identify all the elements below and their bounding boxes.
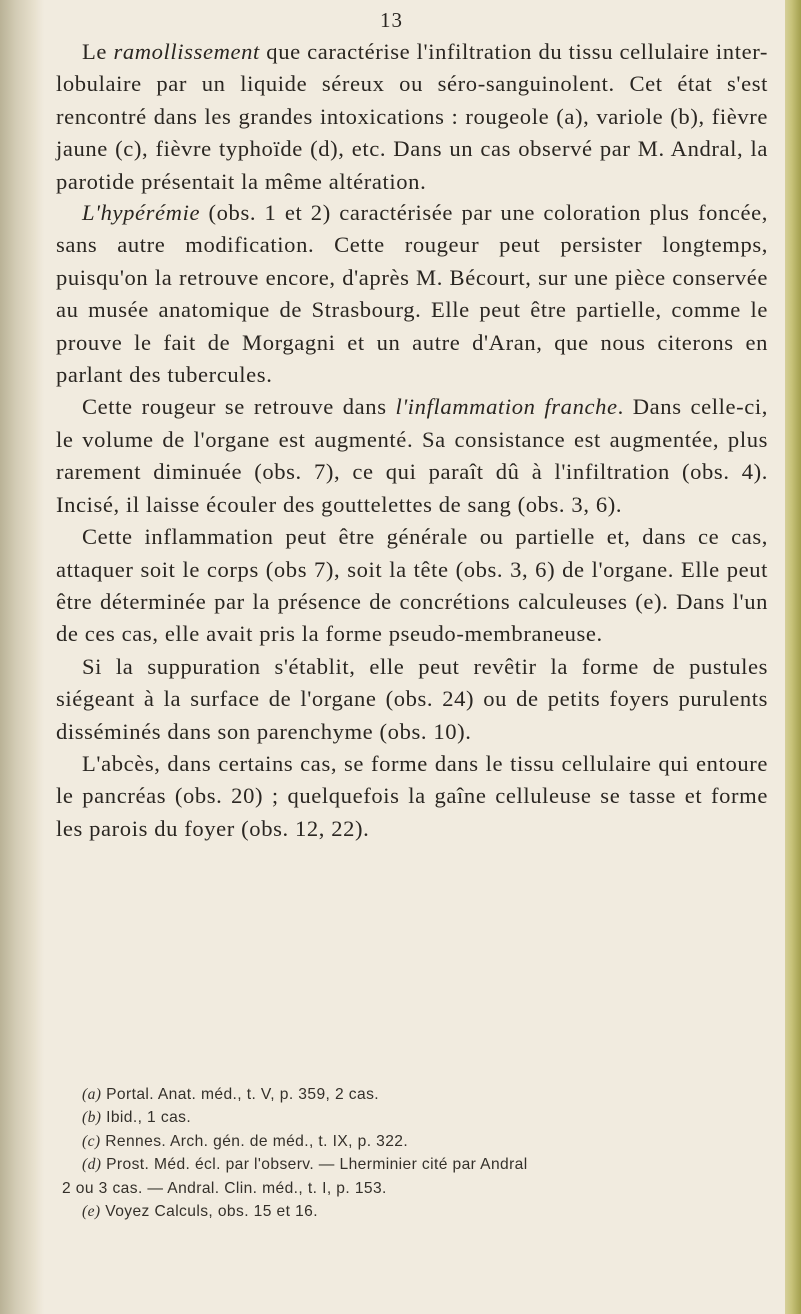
footnote: (a) Portal. Anat. méd., t. V, p. 359, 2 cas. bbox=[82, 1086, 379, 1103]
paragraph: Cette inflammation peut être générale ou partielle et, dans ce cas, attaquer soit le corps (obs 7), soit la tête (obs. 3, 6) de l'organe. Elle peut être déterminée par la présence de concrétions calculeuses (e). Dans l'un de ces cas, elle avait pris la forme pseudo-membraneuse. bbox=[56, 524, 768, 647]
footnote: (b) Ibid., 1 cas. bbox=[82, 1109, 192, 1127]
footnote: (d) Prost. Méd. écl. par l'observ. — Lherminier cité par Andral bbox=[82, 1156, 528, 1174]
footnote: (e) Voyez Calculs, obs. 15 et 16. bbox=[82, 1203, 318, 1221]
footnotes bbox=[62, 1083, 772, 1223]
paragraph: L'hypérémie (obs. 1 et 2) caractérisée par une coloration plus foncée, sans autre modification. Cette rougeur peut persister longtemps, puisqu'on la retrouve encore, d'après M. Bécourt, sur une pièce conservée au musée anatomique de Strasbourg. Elle peut être partielle, comme le prouve le fait de Morgagni et un autre d'Aran, que nous citerons en parlant des tubercules. bbox=[56, 200, 768, 388]
paragraph: Le ramollissement que caractérise l'infiltration du tissu cellulaire inter-lobulaire par un liquide séreux ou séro-sanguinolent. Cet état s'est rencontré dans les grandes intoxications : rougeole (a), variole (b), fièvre jaune (c), fièvre typhoïde (d), etc. Dans un cas observé par M. Andral, la parotide présentait la même altération. bbox=[56, 39, 768, 194]
emphasis: ramollissement bbox=[113, 39, 260, 64]
page-gutter-shadow bbox=[0, 0, 44, 1314]
paragraph: Si la suppuration s'établit, elle peut revêtir la forme de pustules siégeant à la surface de l'organe (obs. 24) ou de petits foyers purulents disséminés dans son parenchyme (obs. 10). bbox=[56, 653, 768, 744]
paragraph: Cette rougeur se retrouve dans l'inflammation franche. Dans celle-ci, le volume de l'organe est augmenté. Sa consistance est augmentée, plus rarement diminuée (obs. 7), ce qui paraît dû à l'infiltration (obs. 4). Incisé, il laisse écouler des gouttelettes de sang (obs. 3, 6). bbox=[56, 394, 768, 517]
emphasis: L'hypérémie bbox=[82, 200, 201, 226]
footnote: (c) Rennes. Arch. gén. de méd., t. IX, p. 322. bbox=[82, 1132, 409, 1150]
footnote-continuation: 2 ou 3 cas. — Andral. Clin. méd., t. I, p. 153. bbox=[62, 1179, 387, 1197]
emphasis: l'inflammation franche bbox=[395, 394, 618, 420]
page-edge bbox=[785, 0, 801, 1314]
body-text bbox=[56, 36, 768, 845]
paragraph: L'abcès, dans certains cas, se forme dans le tissu cellulaire qui entoure le pancréas (obs. 20) ; quelquefois la gaîne celluleuse se tasse et forme les parois du foyer (obs. 12, 22). bbox=[56, 750, 768, 841]
page-number: 13 bbox=[380, 8, 403, 32]
